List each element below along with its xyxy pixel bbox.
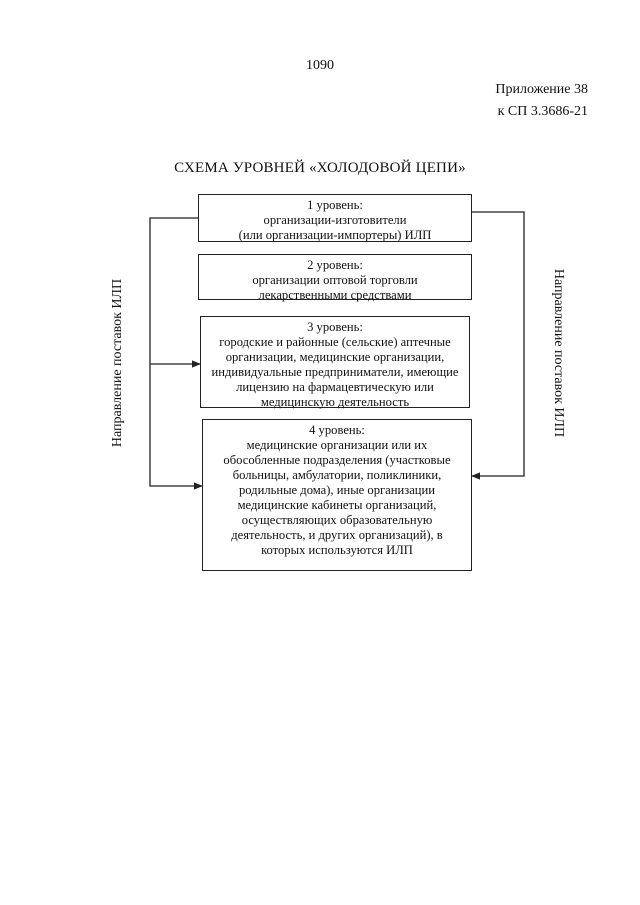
level-4-text: больницы, амбулатории, поликлиники,: [232, 468, 442, 482]
level-1-text: организации-изготовители: [263, 213, 407, 227]
annex-label: Приложение 38: [495, 82, 588, 97]
right-direction-label: Направление поставок ИЛП: [551, 268, 566, 438]
left-supply-line: [150, 218, 202, 486]
level-2-heading: 2 уровень:: [307, 258, 363, 272]
level-3-text: городские и районные (сельские) аптечные: [219, 335, 451, 349]
right-supply-line: [472, 212, 524, 476]
annex-reference: к СП 3.3686-21: [497, 104, 588, 119]
level-1-text: (или организации-импортеры) ИЛП: [238, 228, 432, 242]
level-3-text: организации, медицинские организации,: [225, 350, 445, 364]
level-3-box: [200, 316, 470, 408]
level-4-text: осуществляющих образовательную: [241, 513, 433, 527]
level-4-box: [202, 419, 472, 571]
level-3-text: индивидуальные предприниматели, имеющие: [211, 365, 459, 379]
level-4-text: которых используются ИЛП: [261, 543, 413, 557]
level-3-heading: 3 уровень:: [307, 320, 363, 334]
level-2-text: организации оптовой торговли: [252, 273, 418, 287]
level-3-text: лицензию на фармацевтическую или: [236, 380, 434, 394]
diagram-title: СХЕМА УРОВНЕЙ «ХОЛОДОВОЙ ЦЕПИ»: [174, 160, 466, 176]
left-direction-label: Направление поставок ИЛП: [110, 278, 125, 448]
level-1-box: [198, 194, 472, 242]
level-3-text: медицинскую деятельность: [260, 395, 410, 409]
level-2-box: [198, 254, 472, 300]
level-1-heading: 1 уровень:: [307, 198, 363, 212]
level-4-text: медицинские организации или их: [246, 438, 428, 452]
level-4-text: медицинские кабинеты организаций,: [237, 498, 437, 512]
page-number: 1090: [306, 58, 334, 73]
level-4-heading: 4 уровень:: [309, 423, 365, 437]
level-4-text: родильные дома), иные организации: [238, 483, 436, 497]
level-4-text: обособленные подразделения (участковые: [223, 453, 451, 467]
level-4-text: деятельность, и других организаций), в: [231, 528, 443, 542]
level-2-text: лекарственными средствами: [258, 288, 412, 302]
